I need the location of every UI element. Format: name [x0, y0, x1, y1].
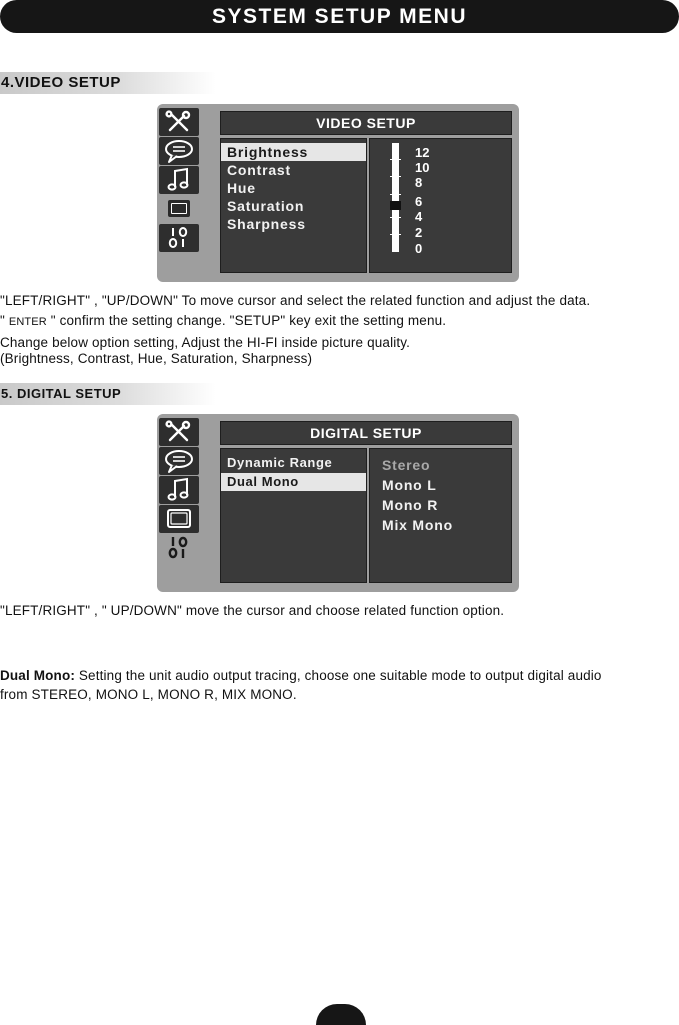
menu-item-hue[interactable]: Hue	[227, 180, 256, 196]
option-mono-r[interactable]: Mono R	[382, 497, 439, 513]
music-note-icon[interactable]	[159, 166, 199, 194]
desc-line-2-rest: " confirm the setting change. "SETUP" key exit the setting menu.	[46, 313, 447, 328]
digital-desc-line-1: "LEFT/RIGHT" , " UP/DOWN" move the cursor and choose related function option.	[0, 603, 505, 618]
dual-mono-label: Dual Mono:	[0, 668, 75, 683]
level-slider-thumb[interactable]	[390, 201, 401, 210]
dual-mono-desc-line-1	[0, 668, 602, 683]
music-note-icon[interactable]	[159, 476, 199, 504]
dual-mono-desc-line-2: from STEREO, MONO L, MONO R, MIX MONO.	[0, 687, 297, 702]
level-tick-line	[390, 159, 401, 160]
level-tick-line	[390, 217, 401, 218]
speech-bubble-icon[interactable]	[159, 137, 199, 165]
menu-item-dynamic-range[interactable]: Dynamic Range	[227, 455, 333, 470]
video-setup-section-title: 4.VIDEO SETUP	[0, 72, 216, 94]
speech-bubble-icon[interactable]	[159, 447, 199, 475]
menu-item-brightness[interactable]: Brightness	[221, 143, 366, 161]
video-setup-menu-list	[220, 138, 367, 273]
video-desc-line-2	[0, 313, 446, 328]
digital-setup-osd-title: DIGITAL SETUP	[220, 421, 512, 445]
enter-key-label: ENTER	[8, 316, 47, 328]
scale-label-10: 10	[415, 160, 430, 175]
scale-label-12: 12	[415, 145, 430, 160]
page-footer-tab	[316, 1004, 366, 1025]
level-tick-line	[390, 176, 401, 177]
tv-screen-icon[interactable]	[159, 505, 199, 533]
page-header	[0, 0, 679, 33]
scale-label-8: 8	[415, 175, 423, 190]
level-tick-line	[390, 234, 401, 235]
scale-label-6: 6	[415, 194, 423, 209]
video-desc-line-1: "LEFT/RIGHT" , "UP/DOWN" To move cursor and select the related function and adjust the data.	[0, 293, 591, 308]
video-level-panel	[369, 138, 512, 273]
digital-setup-section-title: 5. DIGITAL SETUP	[0, 383, 216, 405]
scale-label-0: 0	[415, 241, 423, 256]
level-tick-line	[390, 194, 401, 195]
digital-options-panel	[369, 448, 512, 583]
video-desc-line-4: (Brightness, Contrast, Hue, Saturation, Sharpness)	[0, 351, 313, 366]
page-title: SYSTEM SETUP MENU	[212, 5, 467, 28]
video-desc-line-3: Change below option setting, Adjust the HI-FI inside picture quality.	[0, 335, 411, 350]
option-mono-l[interactable]: Mono L	[382, 477, 437, 493]
dual-mono-desc-text: Setting the unit audio output tracing, choose one suitable mode to output digital audio	[75, 668, 602, 683]
menu-item-dual-mono[interactable]: Dual Mono	[221, 473, 366, 491]
binary-digital-icon[interactable]	[159, 224, 199, 252]
video-setup-osd-title: VIDEO SETUP	[220, 111, 512, 135]
tools-icon[interactable]	[159, 418, 199, 446]
digital-setup-osd-panel	[157, 414, 519, 592]
tv-screen-icon[interactable]	[159, 195, 199, 223]
menu-item-sharpness[interactable]: Sharpness	[227, 216, 306, 232]
option-stereo[interactable]: Stereo	[382, 457, 431, 473]
menu-item-contrast[interactable]: Contrast	[227, 162, 291, 178]
scale-label-2: 2	[415, 225, 423, 240]
tools-icon[interactable]	[159, 108, 199, 136]
digital-setup-menu-list	[220, 448, 367, 583]
option-mix-mono[interactable]: Mix Mono	[382, 517, 453, 533]
video-setup-osd-panel	[157, 104, 519, 282]
binary-digital-icon[interactable]	[159, 534, 199, 562]
scale-label-4: 4	[415, 209, 423, 224]
desc-quote-open: "	[0, 313, 9, 328]
menu-item-saturation[interactable]: Saturation	[227, 198, 305, 214]
